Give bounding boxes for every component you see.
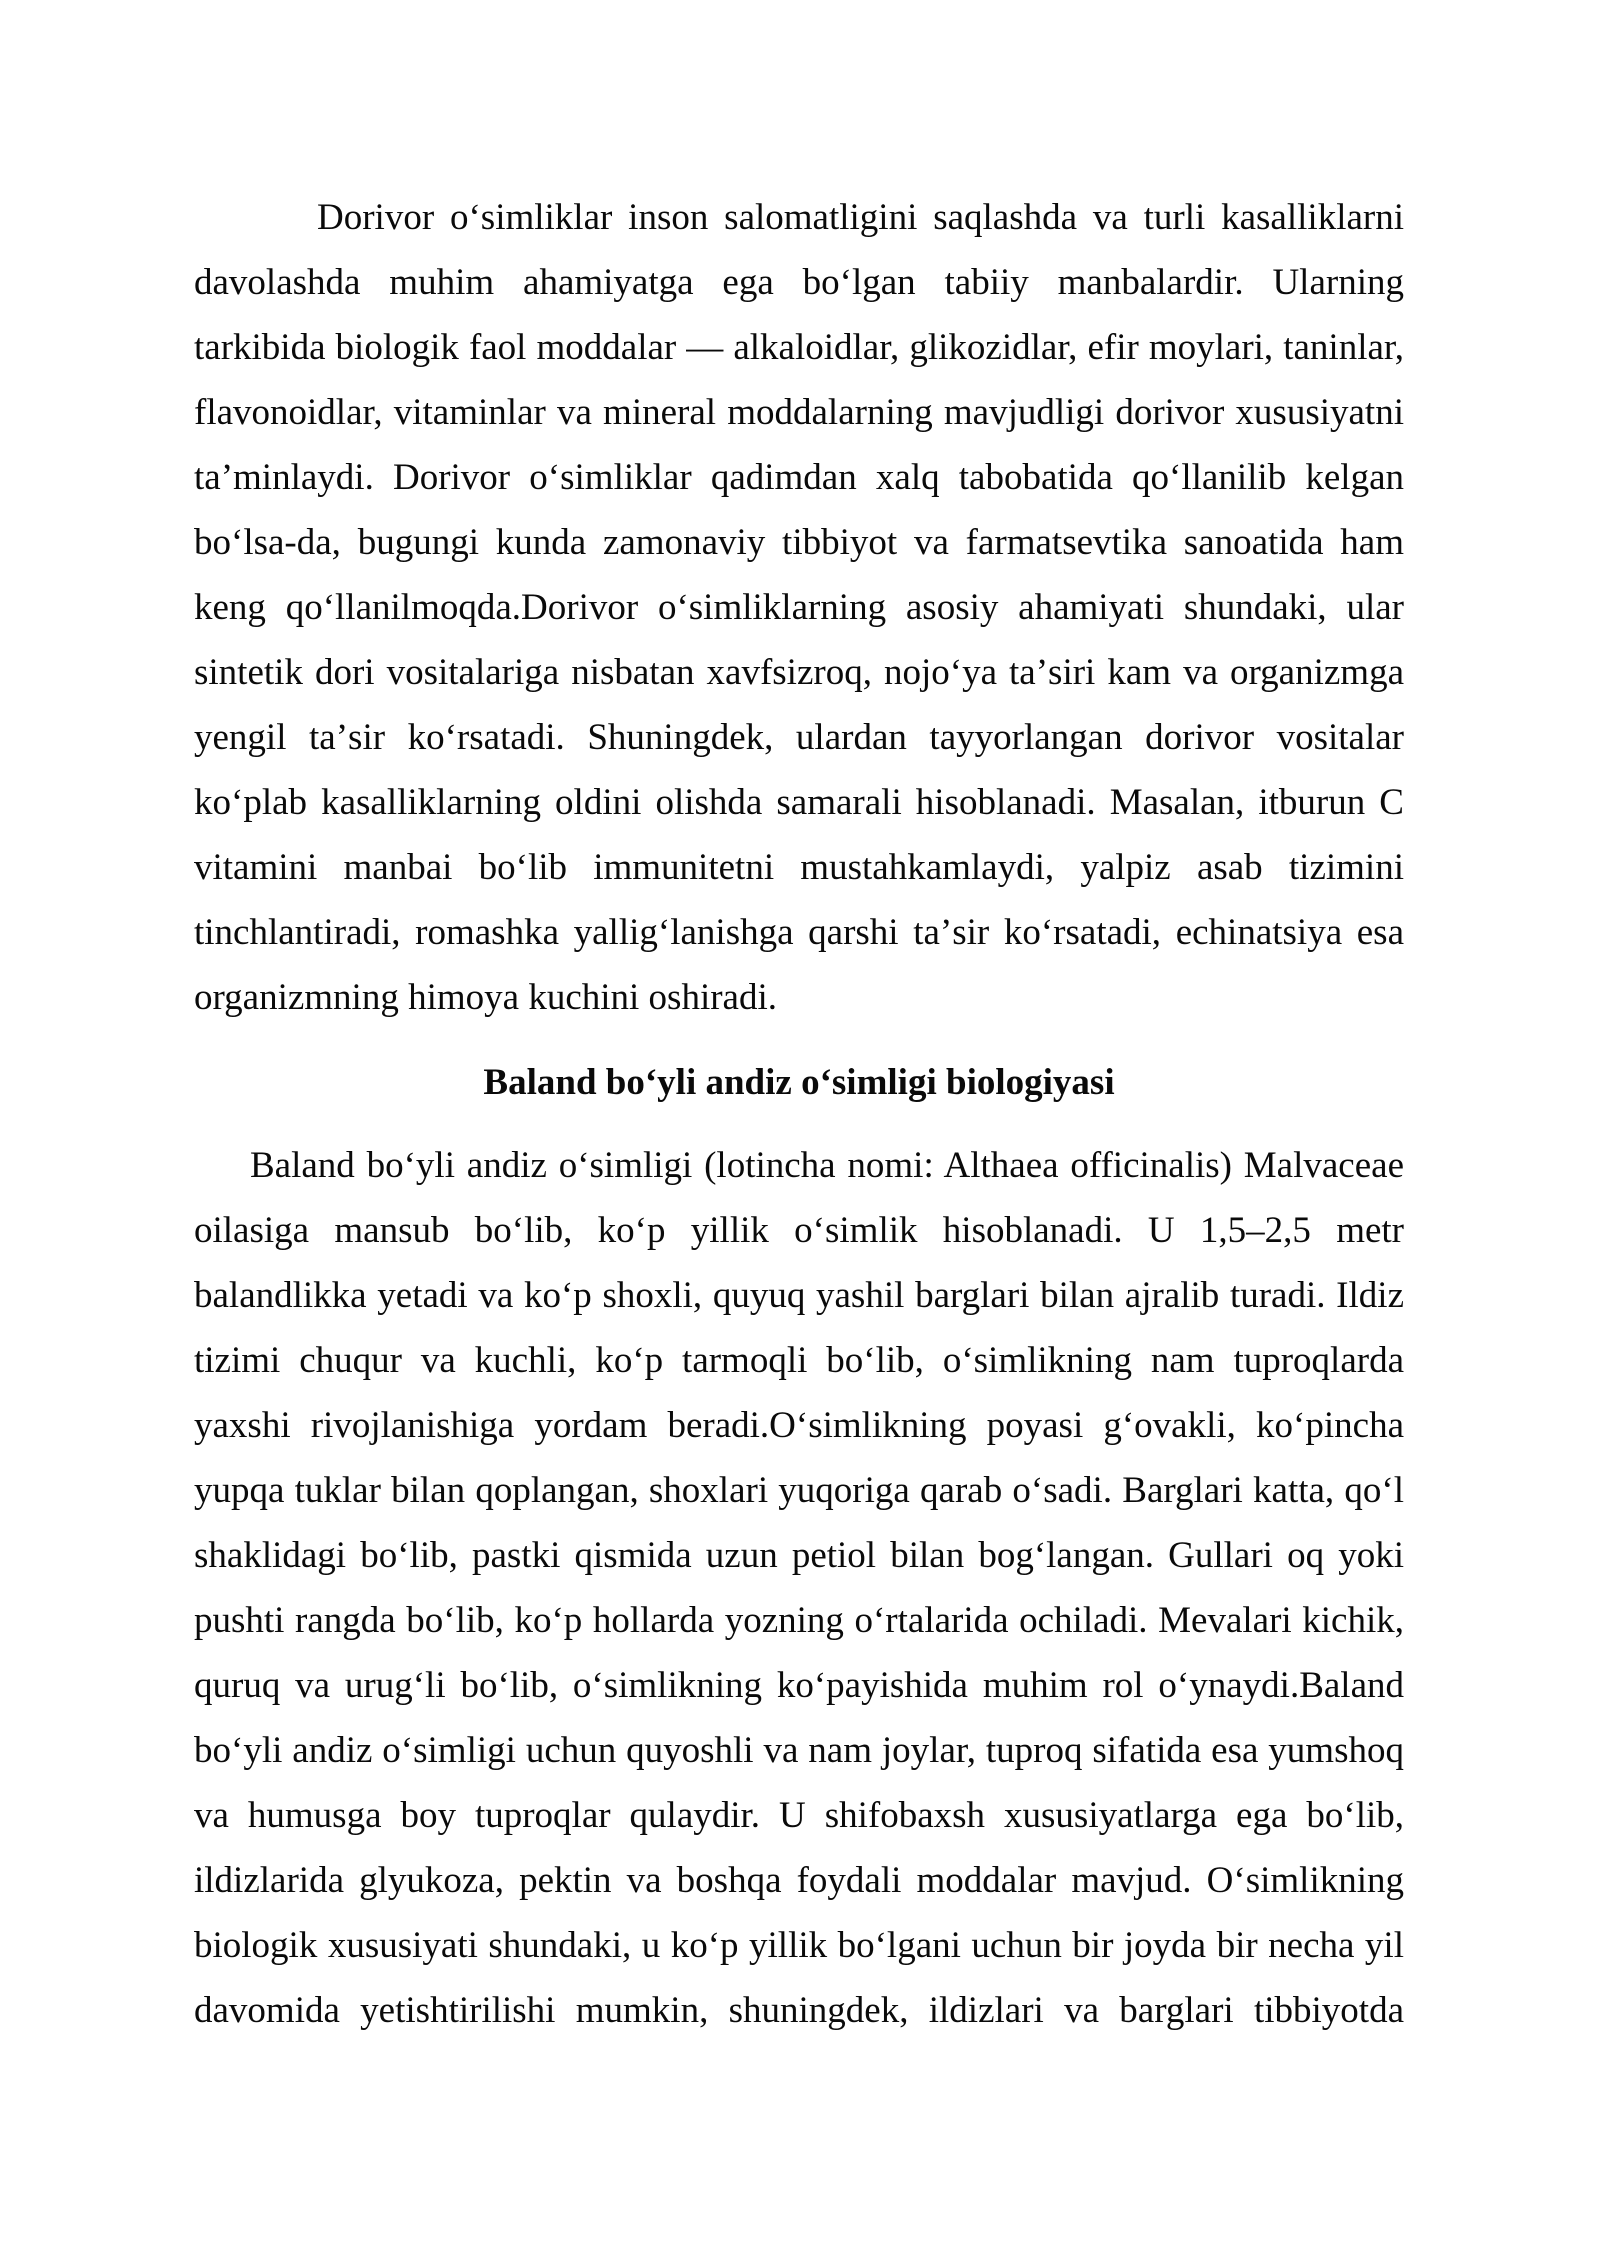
text-line: davolashda muhim ahamiyatga ega boʻlgan tabiiy manbalardir. Ularning [194, 262, 1404, 303]
text-line: sintetik dori vositalariga nisbatan xavfsizroq, nojoʻya taʼsiri kam va organizmga [194, 652, 1404, 693]
text-line: pushti rangda boʻlib, koʻp hollarda yozning oʻrtalarida ochiladi. Mevalari kichik, [194, 1600, 1404, 1641]
text-line: boʻlsa-da, bugungi kunda zamonaviy tibbiyot va farmatsevtika sanoatida ham [194, 522, 1404, 563]
text-line: tinchlantiradi, romashka yalligʻlanishga qarshi taʼsir koʻrsatadi, echinatsiya esa [194, 912, 1404, 953]
text-line: balandlikka yetadi va koʻp shoxli, quyuq yashil barglari bilan ajralib turadi. Ildiz [194, 1275, 1404, 1316]
text-line: boʻyli andiz oʻsimligi uchun quyoshli va nam joylar, tuproq sifatida esa yumshoq [194, 1730, 1404, 1771]
text-line: tarkibida biologik faol moddalar — alkaloidlar, glikozidlar, efir moylari, taninlar, [194, 327, 1404, 368]
text-line: taʼminlaydi. Dorivor oʻsimliklar qadimdan xalq tabobatida qoʻllanilib kelgan [194, 457, 1404, 498]
text-line: yupqa tuklar bilan qoplangan, shoxlari yuqoriga qarab oʻsadi. Barglari katta, qoʻl [194, 1470, 1404, 1511]
text-line: biologik xususiyati shundaki, u koʻp yillik boʻlgani uchun bir joyda bir necha yil [194, 1925, 1404, 1966]
text-line: keng qoʻllanilmoqda.Dorivor oʻsimliklarning asosiy ahamiyati shundaki, ular [194, 587, 1404, 628]
text-line: tizimi chuqur va kuchli, koʻp tarmoqli boʻlib, oʻsimlikning nam tuproqlarda [194, 1340, 1404, 1381]
text-line: koʻplab kasalliklarning oldini olishda samarali hisoblanadi. Masalan, itburun C [194, 782, 1404, 823]
text-line: oilasiga mansub boʻlib, koʻp yillik oʻsimlik hisoblanadi. U 1,5–2,5 metr [194, 1210, 1404, 1251]
text-line: yengil taʼsir koʻrsatadi. Shuningdek, ulardan tayyorlangan dorivor vositalar [194, 717, 1404, 758]
section-heading: Baland boʻyli andiz oʻsimligi biologiyasi [483, 1062, 1115, 1103]
text-line: shaklidagi boʻlib, pastki qismida uzun petiol bilan bogʻlangan. Gullari oq yoki [194, 1535, 1404, 1576]
text-line: Baland boʻyli andiz oʻsimligi (lotincha nomi: Althaea officinalis) Malvaceae [250, 1145, 1404, 1186]
text-line: Dorivor oʻsimliklar inson salomatligini saqlashda va turli kasalliklarni [317, 197, 1404, 238]
document-body [194, 185, 1404, 2043]
text-line: quruq va urugʻli boʻlib, oʻsimlikning koʻpayishida muhim rol oʻynaydi.Baland [194, 1665, 1404, 1706]
text-line: davomida yetishtirilishi mumkin, shuningdek, ildizlari va barglari tibbiyotda [194, 1990, 1404, 2031]
intro-paragraph [194, 185, 1404, 1030]
text-line: flavonoidlar, vitaminlar va mineral moddalarning mavjudligi dorivor xususiyatni [194, 392, 1404, 433]
text-line: organizmning himoya kuchini oshiradi. [194, 977, 778, 1018]
text-line: va humusga boy tuproqlar qulaydir. U shifobaxsh xususiyatlarga ega boʻlib, [194, 1795, 1404, 1836]
text-line: yaxshi rivojlanishiga yordam beradi.Oʻsimlikning poyasi gʻovakli, koʻpincha [194, 1405, 1404, 1446]
text-line: vitamini manbai boʻlib immunitetni mustahkamlaydi, yalpiz asab tizimini [194, 847, 1404, 888]
andiz-paragraph [194, 1133, 1404, 2043]
text-line: ildizlarida glyukoza, pektin va boshqa foydali moddalar mavjud. Oʻsimlikning [194, 1860, 1404, 1901]
